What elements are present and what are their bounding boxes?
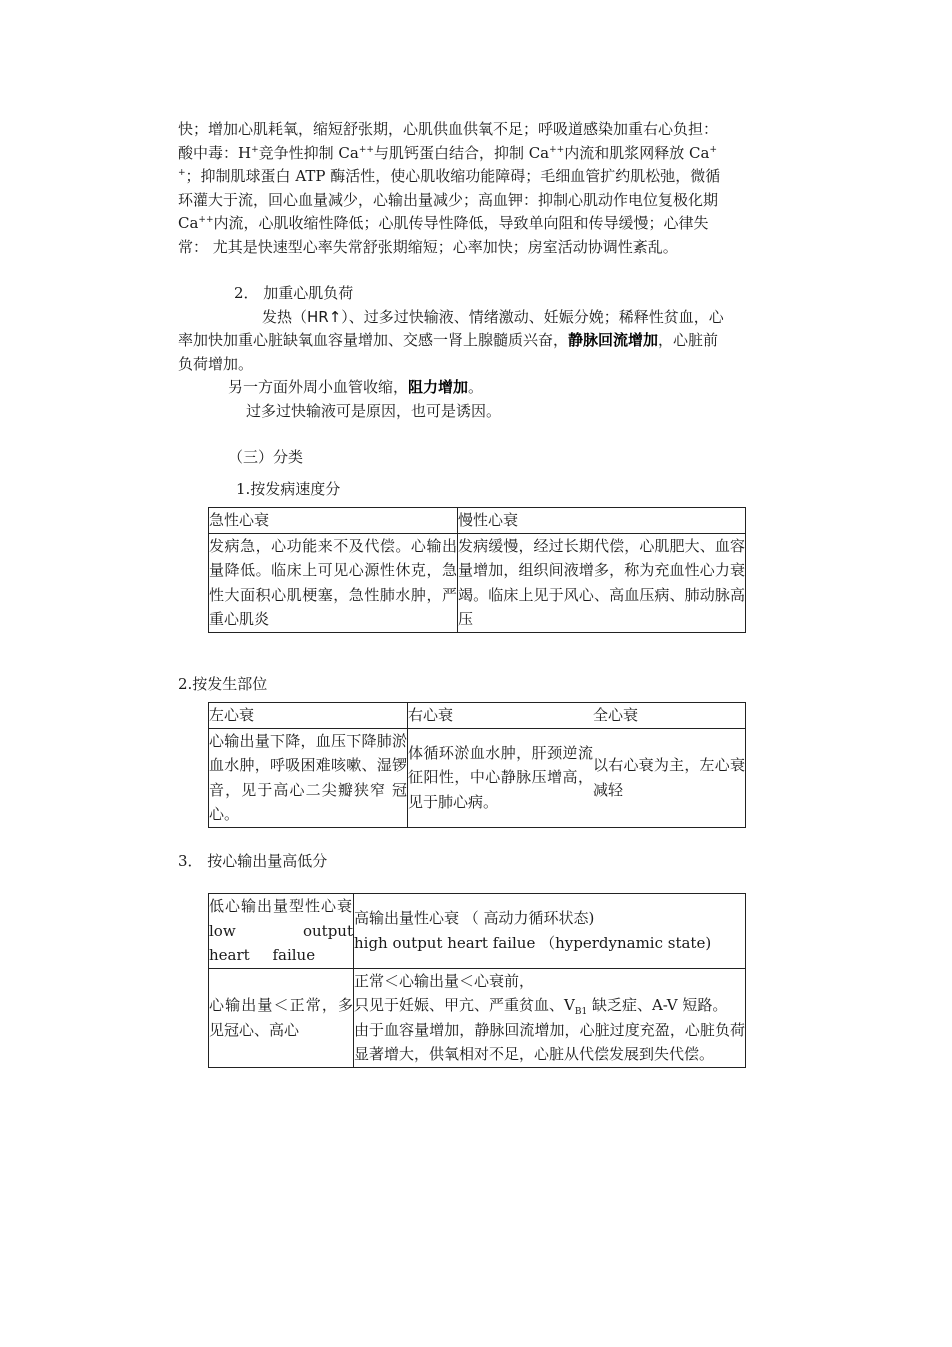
table-header-cell: 低心输出量型性心衰 low output heart failue [209,894,354,969]
text-line: 发热（ [262,307,308,326]
superscript: ++ [198,215,214,225]
superscript: ++ [358,144,374,155]
table-header-cell: 左心衰 [209,703,408,729]
table-header-cell: 右心衰 [408,703,594,729]
text-line: 内流和肌浆网释放 Ca [564,143,710,162]
table-header-cell: 慢性心衰 [458,508,746,534]
text-line: 酸中毒：H [178,143,252,162]
text-line: ，心脏前 [658,331,719,349]
table-by-cardiac-output [208,893,746,1068]
table-row [209,728,746,827]
text-line: 环灌大于流，回心血量减少，心输出量减少；高血钾：抑制心肌动作电位复极化期 [178,190,719,209]
superscript: ++ [549,144,565,155]
table-row [209,533,746,632]
document-page [178,118,778,1068]
table-cell: 发病急，心功能来不及代偿。心输出量降低。临床上可见心源性休克，急性大面积心肌梗塞，急性肺水肿，严重心肌炎 [209,533,458,632]
table-by-onset-speed [208,507,746,633]
text-line: 。 [468,378,484,396]
superscript: + [709,144,717,155]
table-row [209,968,746,1067]
superscript: + [251,144,259,155]
table-cell: 体循环淤血水肿，肝颈逆流征阳性，中心静脉压增高，见于肺心病。 [408,728,594,827]
paragraph-heart-failure-causes [178,118,778,259]
text-line: Ca [178,214,199,232]
text-line: ）、过多过快输液、情绪激动、妊娠分娩；稀释性贫血，心 [341,307,724,326]
table-cell: 发病缓慢，经过长期代偿，心肌肥大、血容量增加，组织间液增多，称为充血性心力衰竭。临床上见于风心、高血压病、肺动脉高压 [458,533,746,632]
subsection-heading: 1.按发病速度分 [236,479,341,498]
section-heading: （三）分类 [228,448,304,466]
text-line: 快；增加心肌耗氧，缩短舒张期，心肌供血供氧不足；呼吸道感染加重右心负担： [178,120,719,138]
text-line: 率加快加重心脏缺氧血容量增加、交感一肾上腺髓质兴奋， [178,331,569,349]
text-line: 另一方面外周小血管收缩， [228,378,409,396]
table-by-location [208,702,746,828]
text-line: 与肌钙蛋白结合，抑制 Ca [373,143,550,162]
subsection-heading: 3． 按心输出量高低分 [178,851,328,870]
text-line: 常： 尤其是快速型心率失常舒张期缩短；心率加快；房室活动协调性紊乱。 [178,237,678,256]
text-line: 内流，心肌收缩性降低；心肌传导性降低，导致单向阻和传导缓慢；心律失 [213,214,709,232]
table-header-cell: 高输出量性心衰 （ 高动力循环状态) high output heart failue （hyperdynamic state) [354,894,746,969]
text-line: 竞争性抑制 Ca [258,143,359,162]
table-header-cell: 全心衰 [593,703,746,729]
table-row [209,894,746,969]
table-row [209,508,746,534]
superscript: + [178,168,186,178]
table-cell: 正常＜心输出量＜心衰前， 只见于妊娠、甲亢、严重贫血、$V_{B1}$ 缺乏症、A-V 短路。 由于血容量增加，静脉回流增加，心脏过度充盈，心脏负荷显著增大，供氧相对不足，心脏从代偿发展到失代偿。 [354,968,746,1067]
text-line: ；抑制肌球蛋白 ATP 酶活性，使心肌收缩功能障碍；毛细血管扩约肌松弛，微循 [185,167,721,185]
bold-text: 静脉回流增加 [568,331,659,349]
subsection-heading: 2.按发生部位 [178,674,268,693]
table-row [209,703,746,729]
text-line: HR↑ [307,307,342,326]
table-cell: 心输出量＜正常，多见冠心、高心 [209,968,354,1067]
bold-text: 阻力增加 [408,378,469,396]
section-heading: 2． 加重心肌负荷 [234,284,354,302]
text-line: 过多过快输液可是原因，也可是诱因。 [246,401,502,420]
table-cell: 以右心衰为主，左心衰减轻 [593,728,746,827]
table-header-cell: 急性心衰 [209,508,458,534]
table-cell: 心输出量下降，血压下降肺淤血水肿，呼吸困难咳嗽、湿锣音，见于高心二尖瓣狭窄 冠心。 [209,728,408,827]
section-increase-load [178,282,778,423]
text-line: 负荷增加。 [178,354,254,373]
